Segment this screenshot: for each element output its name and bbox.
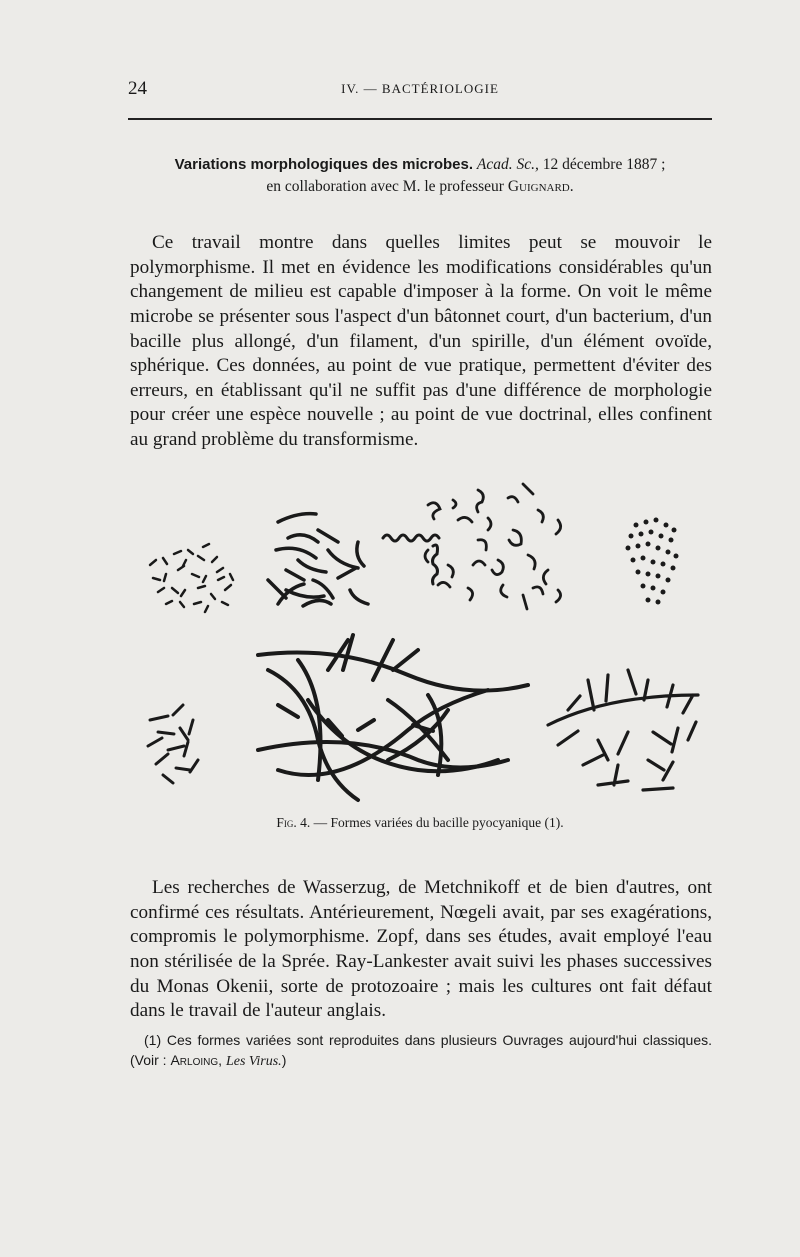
footnote-text: (1) Ces formes variées sont reproduites dans plusieurs Ouvrages aujourd'hui classiques. (Voir : xyxy=(130,1032,712,1068)
body-paragraph-2: Les recherches de Wasserzug, de Metchnikoff et de bien d'autres, ont confirmé ces résultats. Antérieurement, Nœgeli avait, par ses exagérations, compromis le polymorphisme. Zopf, dans ses études, avait employé l'eau non stérilisée de la Sprée. Ray-Lankester avait suivi les phases successives du Monas Okenii, sorte de protozoaire ; mais les cultures ont fait défaut dans le travail de l'auteur anglais. xyxy=(130,877,712,1022)
header-rule xyxy=(128,118,712,120)
footnote xyxy=(130,1030,712,1072)
entry-title xyxy=(128,154,712,198)
filaments-cluster xyxy=(258,635,528,800)
entry-collaborator: Guignard. xyxy=(507,178,574,195)
entry-date: 12 décembre 1887 ; xyxy=(542,156,666,173)
footnote-work: Les Virus. xyxy=(225,1054,282,1069)
figure-label: Fig. 4. xyxy=(276,815,311,830)
short-rods-cluster xyxy=(150,544,233,612)
mixed-rods-cluster xyxy=(548,670,698,790)
cocci-cluster xyxy=(626,518,679,605)
figure-caption xyxy=(128,815,712,831)
page-number: 24 xyxy=(128,78,147,99)
entry-collaboration: en collaboration avec M. le professeur xyxy=(266,178,504,195)
figure-caption-text: — Formes variées du bacille pyocyanique (1). xyxy=(313,815,564,830)
running-header xyxy=(128,78,712,100)
lower-rods-cluster xyxy=(148,705,198,783)
long-rods-cluster xyxy=(268,514,368,606)
entry-journal: Acad. Sc., xyxy=(476,156,539,173)
entry-title-text: Variations morphologiques des microbes. xyxy=(174,156,473,173)
footnote-line: (1) Ces formes variées sont reproduites dans plusieurs Ouvrages aujourd'hui classiques. (Voir : Arloing, Les Virus.) xyxy=(130,1032,712,1069)
figure-bacteria-illustration xyxy=(128,470,712,805)
spirilla-cluster xyxy=(383,484,561,609)
bacteria-drawing xyxy=(128,470,712,805)
footnote-author: Arloing, xyxy=(170,1052,223,1068)
body-paragraph-1: Ce travail montre dans quelles limites peut se mouvoir le polymorphisme. Il met en évidence les modifications considérables qu'un changement de milieu est capable d'imposer à la forme. On voit le même microbe se présenter sous l'aspect d'un bâtonnet court, d'un bacterium, d'un bacille plus allongé, d'un filament, d'un spirille, d'un élément ovoïde, sphérique. Ces données, au point de vue pratique, permettent d'éviter des erreurs, en établissant qu'il ne suffit pas d'une différence de morphologie pour créer une espèce nouvelle ; au point de vue doctrinal, elles confinent au grand problème du transformisme. xyxy=(130,232,712,450)
running-title: IV. — BACTÉRIOLOGIE xyxy=(341,81,499,96)
